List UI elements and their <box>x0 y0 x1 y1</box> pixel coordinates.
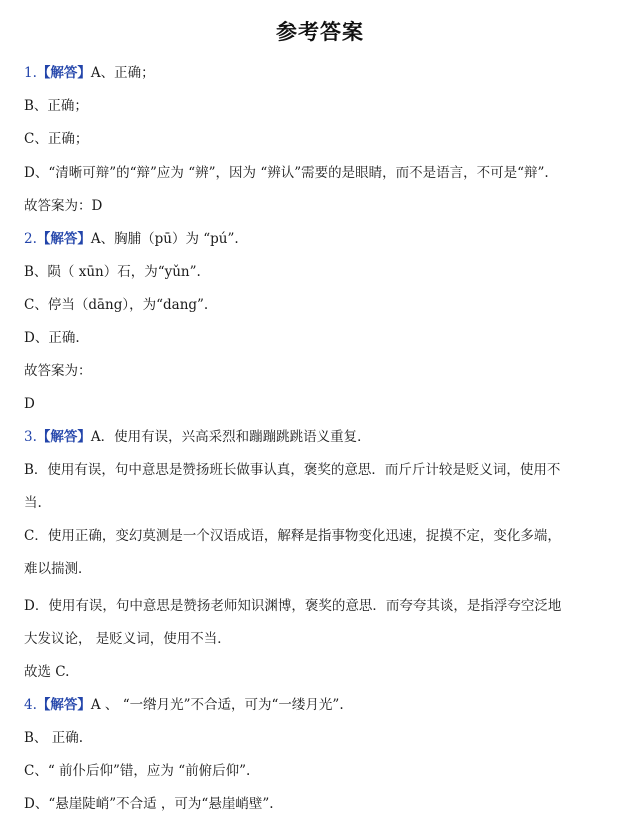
text-line <box>24 197 624 215</box>
answer-tag: 【解答】 <box>36 697 91 713</box>
line-text: 当. <box>24 495 42 511</box>
line-text: D、正确. <box>24 330 80 346</box>
text-line <box>24 494 624 512</box>
line-text: B、陨（ xūn）石，为“yǔn”. <box>24 264 201 280</box>
line-text: C．使用正确，变幻莫测是一个汉语成语，解释是指事物变化迅速，捉摸不定，变化多端， <box>24 528 561 544</box>
text-line <box>24 663 624 681</box>
text-line <box>24 395 624 413</box>
line-text: D、“清晰可辩”的“辩”应为 “辨”，因为 “辨认”需要的是眼睛，而不是语言，不可是“辩”. <box>24 165 549 181</box>
line-text: A、正确； <box>90 65 155 81</box>
text-line <box>24 795 624 813</box>
text-line <box>24 130 624 148</box>
text-line <box>24 64 624 82</box>
text-line <box>24 230 624 248</box>
answer-tag: 【解答】 <box>36 429 91 445</box>
text-line <box>24 263 624 281</box>
text-line <box>24 296 624 314</box>
line-text: A．使用有误，兴高采烈和蹦蹦跳跳语义重复． <box>90 429 371 445</box>
text-line <box>24 597 624 615</box>
text-line <box>24 428 624 446</box>
line-text: C、正确； <box>24 131 89 147</box>
text-line <box>24 362 624 380</box>
line-text: B、正确； <box>24 98 88 114</box>
line-text: D、“悬崖陡峭”不合适 ，可为“悬崖峭壁”. <box>24 796 274 812</box>
question-number: 2. <box>24 231 37 247</box>
text-line <box>24 164 624 182</box>
line-text: 故选 C. <box>24 664 70 680</box>
line-text: D <box>24 396 35 412</box>
line-text: C、“ 前仆后仰”错，应为 “前俯后仰”. <box>24 763 251 779</box>
text-line <box>24 461 624 479</box>
line-text: D．使用有误，句中意思是赞扬老师知识渊博，褒奖的意思．而夸夸其谈，是指浮夸空泛地 <box>24 598 562 614</box>
answer-tag: 【解答】 <box>36 65 91 81</box>
line-text: 故答案为：D <box>24 198 103 214</box>
text-line <box>24 329 624 347</box>
line-text: C、停当（dāng），为“dang”. <box>24 297 209 313</box>
text-line <box>24 560 624 578</box>
line-text: A、胸脯（pū）为 “pú”. <box>90 231 239 247</box>
page-title: 参考答案 <box>276 20 364 44</box>
line-text: 大发议论， 是贬义词，使用不当． <box>24 631 231 647</box>
text-line <box>24 630 624 648</box>
line-text: 难以揣测． <box>24 561 92 577</box>
line-text: B、 正确. <box>24 730 84 746</box>
line-text: A 、 “一绺月光”不合适，可为“一缕月光”. <box>90 697 344 713</box>
text-line <box>24 527 624 545</box>
text-line <box>24 762 624 780</box>
question-number: 4. <box>24 697 37 713</box>
text-line <box>24 97 624 115</box>
line-text: B．使用有误，句中意思是赞扬班长做事认真，褒奖的意思．而斤斤计较是贬义词，使用不 <box>24 462 561 478</box>
text-line <box>24 696 624 714</box>
question-number: 1. <box>24 65 37 81</box>
text-line <box>24 729 624 747</box>
answer-tag: 【解答】 <box>36 231 91 247</box>
question-number: 3. <box>24 429 37 445</box>
line-text: 故答案为： <box>24 363 92 379</box>
